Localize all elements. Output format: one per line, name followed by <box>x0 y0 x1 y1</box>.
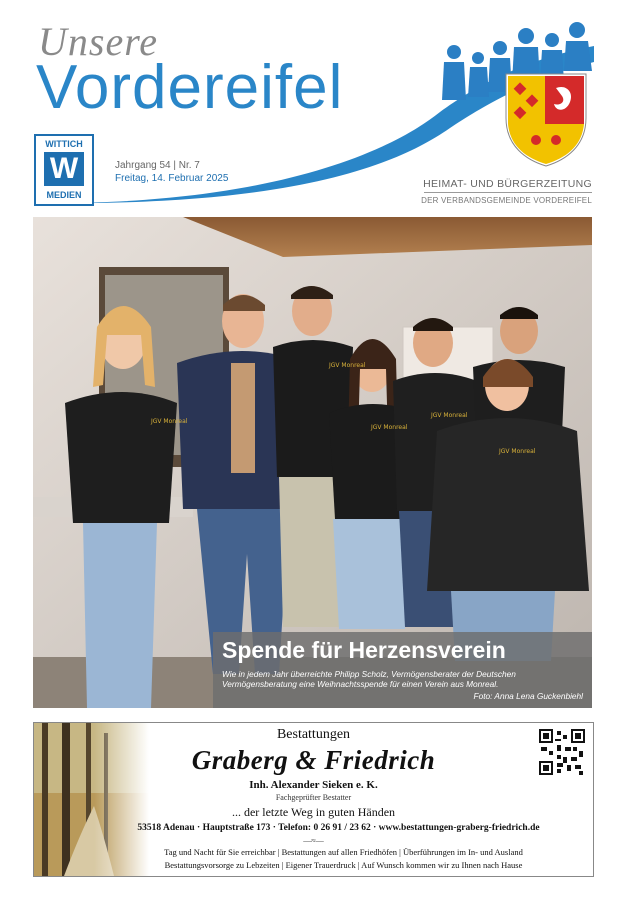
issue-number: Jahrgang 54 | Nr. 7 <box>115 160 200 171</box>
coat-of-arms-icon <box>506 74 586 166</box>
logo-glyph: W <box>44 152 84 186</box>
tagline-sub: DER VERBANDSGEMEINDE VORDEREIFEL <box>421 196 592 205</box>
ad-owner: Inh. Alexander Sieken e. K. <box>249 779 378 791</box>
photo-credit: Foto: Anna Lena Guckenbiehl <box>473 691 583 701</box>
ad-services-line1: Tag und Nacht für Sie erreichbar | Bestattungen auf allen Friedhöfen | Überführungen im In- und Ausland <box>164 847 523 857</box>
logo-line1: WITTICH <box>45 139 83 149</box>
ad-address: 53518 Adenau · Hauptstraße 173 · Telefon: 0 26 91 / 23 62 · www.bestattungen-graberg-friedrich.de <box>137 823 540 833</box>
shirt-print-4: JGV Monreal <box>431 412 468 419</box>
ad-ornament: —≈— <box>303 836 324 845</box>
tagline-divider <box>424 192 592 193</box>
ad-heading: Bestattungen <box>276 727 351 742</box>
headline: Spende für Herzensverein <box>222 637 506 663</box>
logo-line2: MEDIEN <box>46 190 82 200</box>
shirt-print-1: JGV Monreal <box>151 418 188 425</box>
masthead-title: Vordereifel <box>36 53 344 122</box>
caption-text: Wie in jedem Jahr überreichte Philipp Scholz, Vermögensberater der Deutschen Vermögensberatung eine Weihnachtsspende für einen Verein aus Monreal. <box>222 669 516 689</box>
ad-services-line2: Bestattungsvorsorge zu Lebzeiten | Eigener Trauerdruck | Auf Wunsch kommen wir zu Ihnen nach Hause <box>164 860 523 870</box>
ad-slogan: ... der letzte Weg in guten Händen <box>231 805 396 819</box>
ad-role: Fachgeprüfter Bestatter <box>275 793 352 802</box>
masthead-script-word: Unsere <box>38 19 159 64</box>
wittich-medien-logo <box>34 134 94 206</box>
funeral-advertisement <box>33 722 594 877</box>
ad-brand: Graberg & Friedrich <box>191 745 436 775</box>
issue-date: Freitag, 14. Februar 2025 <box>115 173 229 184</box>
qr-code-icon[interactable] <box>539 729 585 775</box>
shirt-print-3: JGV Monreal <box>371 424 408 431</box>
shirt-print-5: JGV Monreal <box>499 448 536 455</box>
shirt-print-2: JGV Monreal <box>329 362 366 369</box>
tagline-main: HEIMAT- UND BÜRGERZEITUNG <box>423 178 592 190</box>
